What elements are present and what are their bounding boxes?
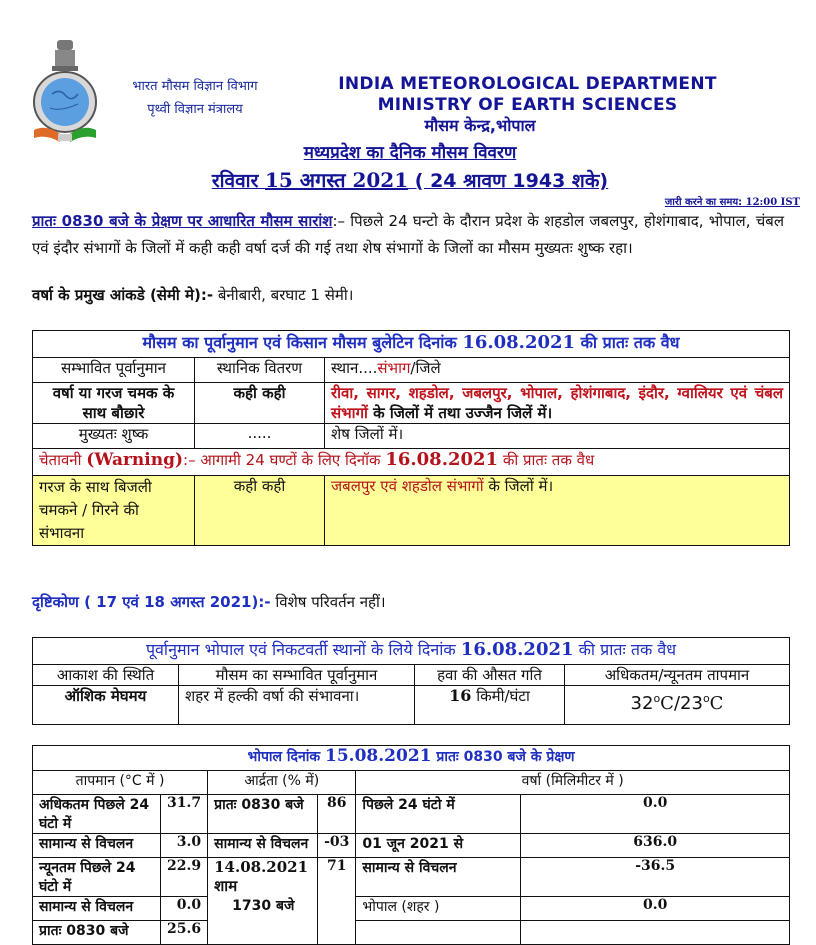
temp-value: 3.0 xyxy=(161,834,208,858)
report-title xyxy=(200,140,620,163)
issue-time-value: 12:00 IST xyxy=(745,197,800,208)
distribution-cell: कही कही xyxy=(195,383,325,424)
bhopal-forecast-header-row xyxy=(33,665,790,686)
table-row xyxy=(33,858,790,897)
bhopal-forecast-title xyxy=(33,638,790,665)
warning-places-black: के जिलों में। xyxy=(483,477,554,495)
temp-label: सामान्य से विचलन xyxy=(33,834,161,858)
weather-value: शहर में हल्की वर्षा की संभावना। xyxy=(179,686,415,725)
rain-stats-label: वर्षा के प्रमुख आंकडे (सेमी मे):- xyxy=(32,286,214,304)
forecast-cell: वर्षा या गरज चमक के साथ बौछारे xyxy=(33,383,195,424)
forecast-table xyxy=(32,330,790,546)
forecast-title-prefix: मौसम का पूर्वानुमान एवं किसान मौसम बुलेटिन दिनांक xyxy=(142,333,457,352)
warning-prefix: चेतावनी xyxy=(39,451,82,469)
places-red: रीवा, सागर, शहडोल, जबलपुर, भोपाल, होशंगाबाद, इंदौर, ग्वालियर एवं चंबल संभागों xyxy=(331,384,783,422)
wind-value xyxy=(415,686,565,725)
temp-label: न्यूनतम पिछले 24 घंटो में xyxy=(33,858,161,897)
org-name-hindi-line1: भारत मौसम विज्ञान विभाग xyxy=(132,79,258,94)
table-row xyxy=(33,383,790,424)
temp-label: प्रातः 0830 बजे xyxy=(33,921,161,945)
header-wind: हवा की औसत गति xyxy=(415,665,565,686)
temp-value: 31.7 xyxy=(161,795,208,834)
sky-value: ऑशिक मेघमय xyxy=(33,686,179,725)
table-row xyxy=(33,424,790,449)
day-name: रविवार xyxy=(211,170,259,192)
table-row xyxy=(33,921,790,945)
date-main: 15 अगस्त 2021 xyxy=(265,168,409,192)
warning-distribution-cell: कही कही xyxy=(195,476,325,546)
obs-title-suffix: प्रातः 0830 बजे के प्रेक्षण xyxy=(436,749,575,765)
warning-suffix: की प्रातः तक वैध xyxy=(502,451,595,469)
rain-value: -36.5 xyxy=(521,858,790,897)
temp-unit: C xyxy=(660,693,674,714)
min-temp: 23 xyxy=(680,693,703,714)
bhopal-observation-table xyxy=(32,745,790,945)
forecast-cell: मुख्यतः शुष्क xyxy=(33,424,195,449)
org-name-english-line1: INDIA METEOROLOGICAL DEPARTMENT xyxy=(338,74,717,94)
warning-mid: :– आगामी 24 घण्टों के लिए दिनॉक xyxy=(183,451,381,469)
temp-label: अधिकतम पिछले 24 घंटो में xyxy=(33,795,161,834)
table-row xyxy=(33,795,790,834)
warning-row xyxy=(33,476,790,546)
bhopal-forecast-title-date: 16.08.2021 xyxy=(460,639,574,660)
table-row xyxy=(33,897,790,921)
humidity-label: प्रातः 0830 बजे xyxy=(208,795,318,834)
forecast-title-suffix: की प्रातः तक वैध xyxy=(580,333,680,352)
warning-date: 16.08.2021 xyxy=(385,449,499,470)
empty-cell xyxy=(356,921,521,945)
table-row xyxy=(33,834,790,858)
weather-summary xyxy=(32,208,784,262)
header-probable-forecast: सम्भावित पूर्वानुमान xyxy=(33,358,195,383)
header-spatial-distribution: स्थानिक वितरण xyxy=(195,358,325,383)
bhopal-forecast-title-row xyxy=(33,638,790,665)
obs-title xyxy=(33,746,790,771)
bhopal-forecast-title-suffix: की प्रातः तक वैध xyxy=(578,640,677,659)
rain-value: 636.0 xyxy=(521,834,790,858)
rain-stats-value: बेनीबारी, बरघाट 1 सेमी। xyxy=(217,286,354,304)
org-name-hindi xyxy=(110,75,280,121)
summary-text: :– पिछले 24 घन्टो के दौरान प्रदेश के शहडोल जबलपुर, होशंगाबाद, भोपाल, चंबल एवं इंदौर संभागों के जिलों में कही कही वर्षा दर्ज की गई तथा शेष संभागों के जिलों का मौसम मुख्यतः शुष्क रहा। xyxy=(32,212,784,257)
humidity-label xyxy=(208,858,318,945)
temp-label: सामान्य से विचलन xyxy=(33,897,161,921)
report-title-text: मध्यप्रदेश का दैनिक मौसम विवरण xyxy=(303,143,517,163)
forecast-title-row xyxy=(33,331,790,358)
humidity-evening-time: 1730 बजे xyxy=(232,898,295,914)
forecast-header-row xyxy=(33,358,790,383)
issue-time-label: जारी करने का समय: xyxy=(664,197,743,208)
places-black: शेष जिलों में। xyxy=(331,425,404,443)
bhopal-forecast-title-prefix: पूर्वानुमान भोपाल एवं निकटवर्ती स्थानों के लिये दिनांक xyxy=(145,640,456,659)
report-date xyxy=(150,166,670,193)
warning-title xyxy=(33,449,790,476)
rain-label: 01 जून 2021 से xyxy=(356,834,521,858)
table-row xyxy=(33,686,790,725)
obs-title-prefix: भोपाल दिनांक xyxy=(247,749,321,765)
temp-value: 25.6 xyxy=(161,921,208,945)
obs-header-row xyxy=(33,771,790,795)
places-cell xyxy=(325,383,790,424)
warning-places-red: जबलपुर एवं शहडोल संभागों xyxy=(331,477,484,495)
summary-lead: प्रातः 0830 बजे के प्रेक्षण पर आधारित मौसम सारांश xyxy=(32,212,333,230)
humidity-value: -03 xyxy=(318,834,356,858)
warning-forecast-cell: गरज के साथ बिजली चमकने / गिरने की संभावना xyxy=(33,476,195,546)
forecast-title-date: 16.08.2021 xyxy=(462,332,576,353)
org-name-english xyxy=(300,74,755,116)
header-temp: अधिकतम/न्यूनतम तापमान xyxy=(565,665,790,686)
humidity-value: 86 xyxy=(318,795,356,834)
header-place-a: स्थान.... xyxy=(331,359,378,377)
degree-symbol: o xyxy=(702,692,710,705)
issue-time xyxy=(580,194,800,208)
rain-value: 0.0 xyxy=(521,795,790,834)
humidity-evening-date: 14.08.2021 शाम xyxy=(214,858,309,895)
org-name-hindi-line2: पृथ्वी विज्ञान मंत्रालय xyxy=(147,102,243,117)
obs-title-date: 15.08.2021 xyxy=(325,746,432,766)
centre-name: मौसम केन्द्र,भोपाल xyxy=(424,116,536,135)
obs-title-row xyxy=(33,746,790,771)
distribution-cell: ..... xyxy=(195,424,325,449)
header-sky: आकाश की स्थिति xyxy=(33,665,179,686)
date-saka: ( 24 श्रावण 1943 शके) xyxy=(414,170,609,192)
header-weather: मौसम का सम्भावित पूर्वानुमान xyxy=(179,665,415,686)
humidity-label: सामान्य से विचलन xyxy=(208,834,318,858)
warning-english: (Warning) xyxy=(86,450,184,470)
header-temperature: तापमान (°C में ) xyxy=(33,771,208,795)
temp-value: 0.0 xyxy=(161,897,208,921)
max-temp: 32 xyxy=(630,693,654,714)
rain-label: भोपाल (शहर ) xyxy=(356,897,521,921)
header-rainfall: वर्षा (मिलिमीटर में ) xyxy=(356,771,790,795)
header-humidity: आर्द्रता (% में) xyxy=(208,771,356,795)
warning-title-row xyxy=(33,449,790,476)
places-black: के जिलों में तथा उज्जैन जिलें में। xyxy=(367,404,553,422)
humidity-value: 71 xyxy=(318,858,356,945)
empty-cell xyxy=(521,921,790,945)
report-date-line xyxy=(212,170,608,192)
imd-emblem-logo xyxy=(30,38,100,144)
bhopal-forecast-table xyxy=(32,637,790,725)
header-place-district: /जिले xyxy=(410,359,441,377)
temp-unit: C xyxy=(709,693,724,714)
forecast-title xyxy=(33,331,790,358)
header-place xyxy=(325,358,790,383)
wind-speed: 16 xyxy=(449,686,472,705)
degree-symbol: o xyxy=(653,692,661,705)
outlook-value: विशेष परिवर्तन नहीं। xyxy=(275,593,386,611)
ashoka-emblem-icon xyxy=(52,40,78,71)
rain-label: पिछले 24 घंटो में xyxy=(356,795,521,834)
temp-value: 32$^o$C/23$^o$C xyxy=(565,686,790,725)
rain-stats xyxy=(32,285,784,305)
outlook-label: दृष्टिकोण ( 17 एवं 18 अगस्त 2021):- xyxy=(32,593,271,611)
places-cell xyxy=(325,424,790,449)
warning-places-cell xyxy=(325,476,790,546)
rain-label: सामान्य से विचलन xyxy=(356,858,521,897)
org-name-english-line2: MINISTRY OF EARTH SCIENCES xyxy=(377,95,678,115)
outlook xyxy=(32,592,386,612)
header-place-division: संभाग xyxy=(377,359,411,377)
wind-unit: किमी/घंटा xyxy=(476,687,530,705)
rain-value: 0.0 xyxy=(521,897,790,921)
globe-icon xyxy=(41,78,89,126)
temp-value: 22.9 xyxy=(161,858,208,897)
